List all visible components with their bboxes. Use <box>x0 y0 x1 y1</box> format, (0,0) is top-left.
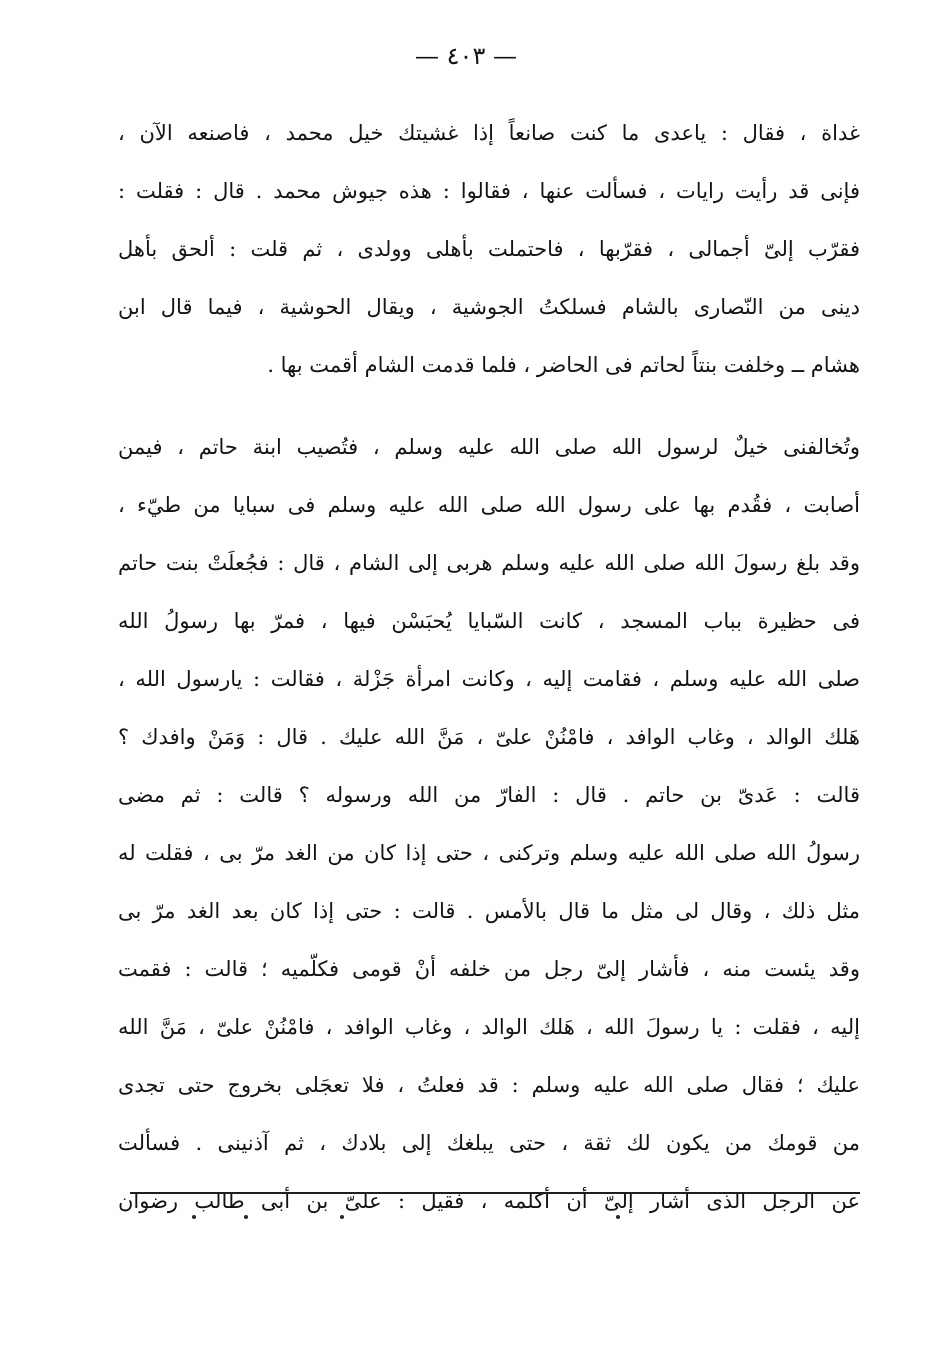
text-line: قالت : عَدىّ بن حاتم . قال : الفارّ من الله ورسوله ؟ قالت : ثم مضى <box>118 783 860 807</box>
text-line: من قومك من يكون لك ثقة ، حتى يبلغك إلى بلادك ، ثم آذنينى . فسألت <box>118 1131 860 1155</box>
text-line: عن الرجل الذى أشار إلىّ أن أكلمه ، فقيل : علىّ بن أبى طالب رضوان <box>118 1189 860 1213</box>
text-line: صلى الله عليه وسلم ، فقامت إليه ، وكانت امرأة جَزْلة ، فقالت : يارسول الله ، <box>118 667 860 691</box>
page-number: — ٤٠٣ — <box>415 42 517 70</box>
text-line: أصابت ، فقُدم بها على رسول الله صلى الله عليه وسلم فى سبايا من طيّء ، <box>118 493 860 517</box>
text-line: فى حظيرة بباب المسجد ، كانت السّبايا يُحبَسْن فيها ، فمرّ بها رسولُ الله <box>118 609 860 633</box>
text-line: غداة ، فقال : ياعدى ما كنت صانعاً إذا غشيتك خيل محمد ، فاصنعه الآن ، <box>118 121 860 145</box>
text-line: دينى من النّصارى بالشام فسلكتُ الجوشية ، ويقال الحوشية ، فيما قال ابن <box>118 295 860 319</box>
text-line: فإنى قد رأيت رايات ، فسألت عنها ، فقالوا : هذه جيوش محمد . قال : فقلت : <box>118 179 860 203</box>
text-line: وتُخالفنى خيلٌ لرسول الله صلى الله عليه وسلم ، فتُصيب ابنة حاتم ، فيمن <box>118 435 860 459</box>
text-line: رسولُ الله صلى الله عليه وسلم وتركنى ، حتى إذا كان من الغد مرّ بى ، فقلت له <box>118 841 860 865</box>
footnote-divider <box>130 1192 860 1194</box>
text-line: وقد بلغ رسولَ الله صلى الله عليه وسلم هربى إلى الشام ، قال : فجُعلَتْ بنت حاتم <box>118 551 860 575</box>
text-line: هَلك الوالد ، وغاب الوافد ، فامْنُنْ علىّ ، مَنَّ الله عليك . قال : وَمَنْ وافدك ؟ <box>118 725 860 749</box>
text-line: إليه ، فقلت : يا رسولَ الله ، هَلك الوالد ، وغاب الوافد ، فامْنُنْ علىّ ، مَنَّ الله <box>118 1015 860 1039</box>
text-line: وقد يئست منه ، فأشار إلىّ رجل من خلفه أنْ قومى فكلّميه ؛ قالت : فقمت <box>118 957 860 981</box>
footnote-dot <box>340 1215 344 1219</box>
text-line: مثل ذلك ، وقال لى مثل ما قال بالأمس . قالت : حتى إذا كان بعد الغد مرّ بى <box>118 899 860 923</box>
text-line: عليك ؛ فقال صلى الله عليه وسلم : قد فعلتُ ، فلا تعجَلى بخروج حتى تجدى <box>118 1073 860 1097</box>
paragraph-1 <box>118 104 860 394</box>
footnote-dot <box>192 1215 196 1219</box>
paragraph-2 <box>118 418 860 1230</box>
footnote-dot <box>244 1215 248 1219</box>
text-line: هشام ــ وخلفت بنتاً لحاتم فى الحاضر ، فلما قدمت الشام أقمت بها . <box>267 353 860 377</box>
footnote-dot <box>616 1215 620 1219</box>
text-line: فقرّب إلىّ أجمالى ، فقرّبها ، فاحتملت بأهلى وولدى ، ثم قلت : ألحق بأهل <box>118 237 860 261</box>
